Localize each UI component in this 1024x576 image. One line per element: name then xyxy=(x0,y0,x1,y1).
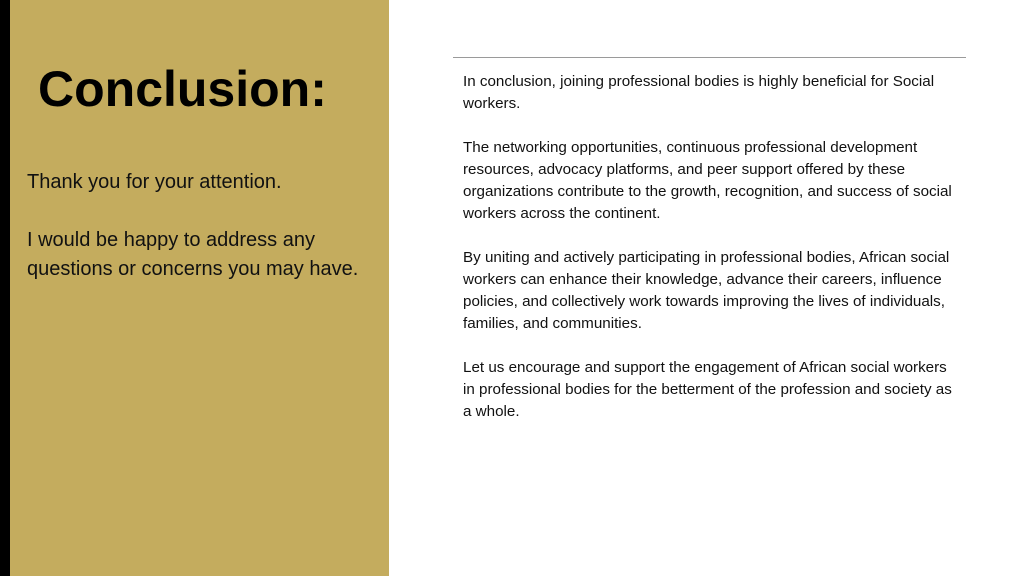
questions-text: I would be happy to address any questions or concerns you may have. xyxy=(27,229,359,280)
slide-title: Conclusion: xyxy=(38,61,327,117)
thank-you-text: Thank you for your attention. xyxy=(27,171,282,193)
left-edge-bar xyxy=(0,0,10,576)
body-paragraph-2: The networking opportunities, continuous professional development resources, advocacy platforms, and peer support offered by these organizations contribute to the growth, recognition, and success of social workers across the continent. xyxy=(463,139,952,222)
conclusion-body xyxy=(463,71,953,445)
body-paragraph-3: By uniting and actively participating in professional bodies, African social workers can enhance their knowledge, advance their careers, influence policies, and collectively work towards improving the lives of individuals, families, and communities. xyxy=(463,249,950,332)
body-paragraph-4: Let us encourage and support the engagement of African social workers in professional bodies for the betterment of the profession and society as a whole. xyxy=(463,359,952,420)
divider-line xyxy=(453,57,966,58)
body-paragraph-1: In conclusion, joining professional bodies is highly beneficial for Social workers. xyxy=(463,73,935,112)
closing-remarks xyxy=(27,168,372,313)
